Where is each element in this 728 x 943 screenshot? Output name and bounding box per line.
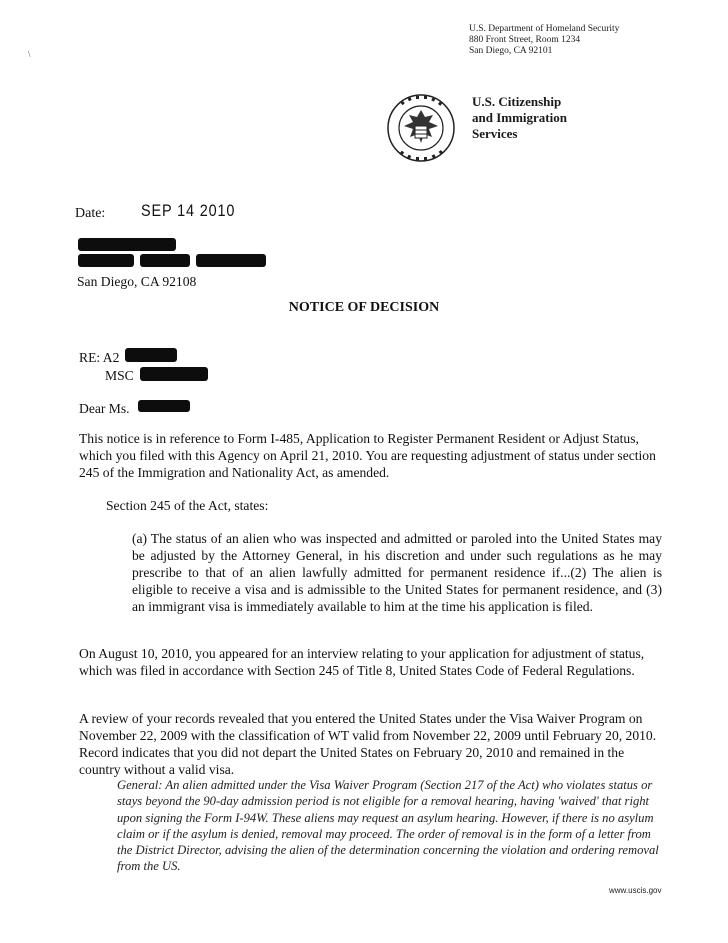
margin-mark: \ bbox=[28, 49, 31, 59]
agency-line: U.S. Citizenship bbox=[472, 94, 562, 109]
salutation: Dear Ms. bbox=[79, 401, 130, 416]
redaction-bar bbox=[125, 348, 177, 362]
agency-name bbox=[472, 94, 567, 142]
redaction-bar bbox=[140, 254, 190, 267]
msc-line: MSC bbox=[105, 368, 134, 383]
notice-title: NOTICE OF DECISION bbox=[288, 300, 440, 315]
agency-line: Services bbox=[472, 126, 518, 141]
interview-paragraph: On August 10, 2010, you appeared for an interview relating to your application for adjustment of status, which was filed in accordance with Section 245 of Title 8, United States Code of Federal Regulations. bbox=[79, 646, 645, 678]
statute-quote: (a) The status of an alien who was inspected and admitted or paroled into the United States may be adjusted by the Attorney General, in his discretion and under such regulations as he may prescribe to that of an alien lawfully admitted for permanent residence if...(2) The alien is eligible to receive a visa and is admissible to the United States for permanent residence, and (3) an immigrant visa is immediately available to him at the time his application is filed. bbox=[132, 531, 662, 614]
date-stamp: SEP 14 2010 bbox=[141, 201, 236, 220]
redaction-bar bbox=[78, 238, 176, 251]
dhs-seal-icon bbox=[386, 93, 456, 163]
address-line: U.S. Department of Homeland Security bbox=[469, 24, 620, 34]
redaction-bar bbox=[138, 400, 190, 412]
department-address bbox=[469, 24, 619, 57]
section-intro: Section 245 of the Act, states: bbox=[106, 498, 269, 513]
redaction-bar bbox=[196, 254, 266, 267]
agency-line: and Immigration bbox=[472, 110, 567, 125]
redaction-bar bbox=[140, 367, 208, 381]
recipient-city: San Diego, CA 92108 bbox=[77, 274, 197, 289]
re-line: RE: A2 bbox=[79, 350, 120, 365]
date-label: Date: bbox=[75, 206, 106, 221]
address-line: San Diego, CA 92101 bbox=[469, 46, 553, 56]
general-note: General: An alien admitted under the Visa Waiver Program (Section 217 of the Act) who violates status or stays beyond the 90-day admission period is not eligible for a removal hearing, having 'waived' that right upon signing the Form I-94W. These aliens may request an asylum hearing. However, if there is no asylum claim or if the asylum is denied, removal may proceed. The order of removal is in the form of a letter from the District Director, advising the alien of the determination concerning the violation and ordering removal from the US. bbox=[117, 778, 659, 874]
footer-url: www.uscis.gov bbox=[609, 886, 662, 895]
records-paragraph: A review of your records revealed that you entered the United States under the Visa Waiver Program on November 22, 2009 with the classification of WT valid from November 22, 2009 until February 20, 2010. Record indicates that you did not depart the United States on February 20, 2010 and remained in the country without a valid visa. bbox=[79, 711, 657, 777]
redaction-bar bbox=[78, 254, 134, 267]
address-line: 880 Front Street, Room 1234 bbox=[469, 35, 581, 45]
reference-paragraph: This notice is in reference to Form I-485, Application to Register Permanent Resident or Adjust Status, which you filed with this Agency on April 21, 2010. You are requesting adjustment of status under section 245 of the Immigration and Nationality Act, as amended. bbox=[79, 431, 656, 480]
